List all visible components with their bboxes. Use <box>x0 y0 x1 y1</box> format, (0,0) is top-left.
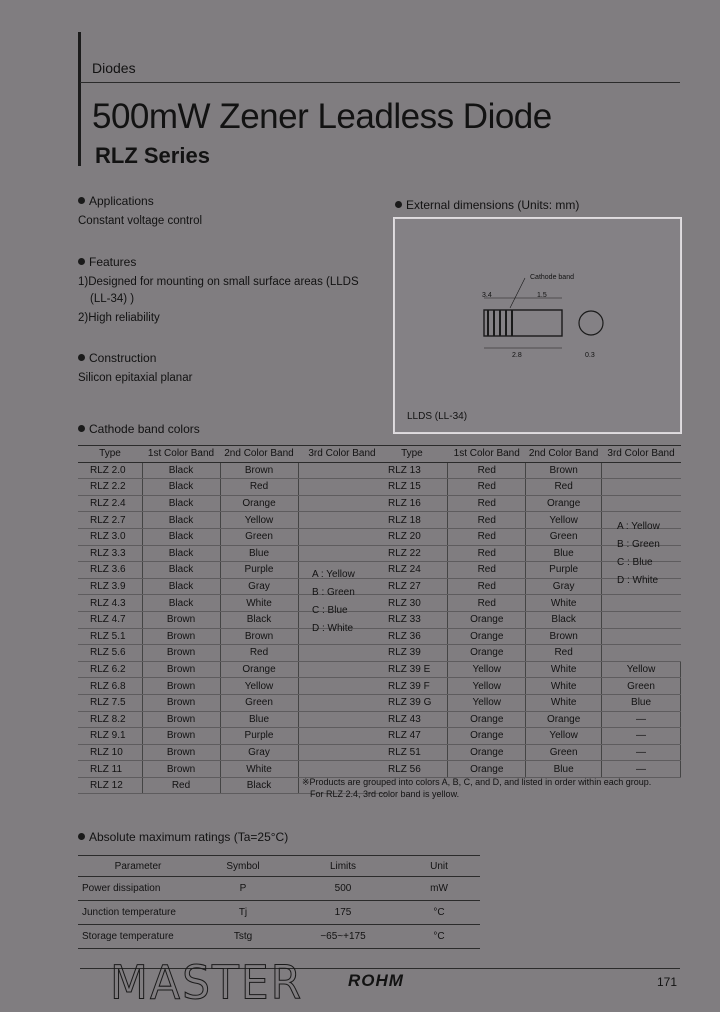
band3-cell <box>298 661 386 678</box>
dim-label-diameter: 1.5 <box>537 292 547 299</box>
limits-cell: 175 <box>288 901 398 925</box>
legend-d: D : White <box>617 575 659 586</box>
band3-cell <box>298 761 386 778</box>
band1-cell: Red <box>448 479 526 496</box>
legend-a: A : Yellow <box>312 569 355 580</box>
legend-c: C : Blue <box>312 605 348 616</box>
band2-cell: Black <box>526 611 602 628</box>
applications-text: Constant voltage control <box>78 215 203 227</box>
band1-cell: Red <box>448 462 526 479</box>
band2-cell: Yellow <box>220 678 298 695</box>
table-row <box>376 611 681 628</box>
table-note-1: ※Products are grouped into colors A, B, C, and D, and listed in order within each group. <box>302 777 652 787</box>
band2-cell: Green <box>220 528 298 545</box>
band2-cell: Purple <box>220 728 298 745</box>
band2-cell: Orange <box>526 495 602 512</box>
band3-cell: Green <box>602 678 681 695</box>
dim-label-body: 2.8 <box>512 352 522 359</box>
table-row <box>78 761 386 778</box>
limits-cell: −65~+175 <box>288 925 398 949</box>
band3-cell <box>298 479 386 496</box>
band3-cell: Blue <box>602 694 681 711</box>
category-label: Diodes <box>92 60 136 76</box>
band1-cell: Orange <box>448 628 526 645</box>
symbol-cell: P <box>198 877 288 901</box>
band3-cell <box>298 711 386 728</box>
ratings-heading: Absolute maximum ratings (Ta=25°C) <box>78 830 288 844</box>
right-legend <box>617 518 660 590</box>
band1-cell: Black <box>142 462 220 479</box>
band1-cell: Brown <box>142 728 220 745</box>
table-row <box>78 512 386 529</box>
parameter-cell: Storage temperature <box>78 925 198 949</box>
type-cell: RLZ 6.8 <box>78 678 142 695</box>
construction-text: Silicon epitaxial planar <box>78 372 193 384</box>
band1-cell: Yellow <box>448 694 526 711</box>
band1-cell: Red <box>448 562 526 579</box>
band3-cell <box>602 479 681 496</box>
band1-cell: Black <box>142 512 220 529</box>
band1-cell: Red <box>448 528 526 545</box>
band2-cell: Orange <box>526 711 602 728</box>
band1-cell: Orange <box>448 744 526 761</box>
band3-cell <box>602 645 681 662</box>
band2-cell: Brown <box>526 628 602 645</box>
table-row <box>78 901 480 925</box>
type-cell: RLZ 4.7 <box>78 611 142 628</box>
type-cell: RLZ 24 <box>376 562 448 579</box>
band3-cell <box>298 495 386 512</box>
band3-cell <box>298 545 386 562</box>
type-cell: RLZ 20 <box>376 528 448 545</box>
band1-cell: Brown <box>142 678 220 695</box>
col-type-header: Type <box>376 446 448 463</box>
band1-cell: Red <box>142 777 220 794</box>
band2-cell: Red <box>526 645 602 662</box>
band3-cell: — <box>602 744 681 761</box>
cathode-band-table-right <box>376 445 681 778</box>
type-cell: RLZ 30 <box>376 595 448 612</box>
type-cell: RLZ 12 <box>78 777 142 794</box>
col-band3-header: 3rd Color Band <box>298 446 386 463</box>
band2-cell: Blue <box>526 545 602 562</box>
band2-cell: Gray <box>220 744 298 761</box>
bullet-icon <box>78 425 85 432</box>
type-cell: RLZ 22 <box>376 545 448 562</box>
band1-cell: Red <box>448 545 526 562</box>
type-cell: RLZ 56 <box>376 761 448 778</box>
band3-cell <box>602 495 681 512</box>
unit-cell: °C <box>398 901 480 925</box>
table-row <box>78 661 386 678</box>
series-title: RLZ Series <box>95 143 210 168</box>
band1-cell: Black <box>142 595 220 612</box>
band3-cell: — <box>602 728 681 745</box>
rohm-logo: ROHM <box>348 971 404 990</box>
type-cell: RLZ 3.9 <box>78 578 142 595</box>
type-cell: RLZ 6.2 <box>78 661 142 678</box>
band2-cell: Orange <box>220 495 298 512</box>
col-unit-header: Unit <box>398 856 480 877</box>
type-cell: RLZ 3.0 <box>78 528 142 545</box>
legend-b: B : Green <box>312 587 355 598</box>
type-cell: RLZ 15 <box>376 479 448 496</box>
master-stamp: MASTER <box>110 956 304 1011</box>
band2-cell: Brown <box>220 462 298 479</box>
band2-cell: Gray <box>526 578 602 595</box>
band1-cell: Orange <box>448 611 526 628</box>
symbol-cell: Tj <box>198 901 288 925</box>
type-cell: RLZ 33 <box>376 611 448 628</box>
table-row <box>78 744 386 761</box>
unit-cell: mW <box>398 877 480 901</box>
table-row <box>376 694 681 711</box>
dimensions-heading: External dimensions (Units: mm) <box>395 198 579 212</box>
package-label: LLDS (LL-34) <box>407 411 468 422</box>
table-row <box>376 628 681 645</box>
type-cell: RLZ 9.1 <box>78 728 142 745</box>
table-row <box>376 495 681 512</box>
band2-cell: Red <box>526 479 602 496</box>
type-cell: RLZ 10 <box>78 744 142 761</box>
band1-cell: Orange <box>448 761 526 778</box>
band2-cell: Green <box>220 694 298 711</box>
table-row <box>376 479 681 496</box>
type-cell: RLZ 7.5 <box>78 694 142 711</box>
table-row <box>78 495 386 512</box>
table-row <box>78 694 386 711</box>
table-row <box>376 711 681 728</box>
construction-heading: Construction <box>78 351 156 365</box>
band2-cell: White <box>526 661 602 678</box>
band2-cell: Gray <box>220 578 298 595</box>
left-legend <box>312 566 355 638</box>
parameter-cell: Junction temperature <box>78 901 198 925</box>
band1-cell: Red <box>448 595 526 612</box>
bullet-icon <box>78 197 85 204</box>
type-cell: RLZ 51 <box>376 744 448 761</box>
band2-cell: White <box>526 595 602 612</box>
band3-cell <box>602 462 681 479</box>
table-row <box>78 925 480 949</box>
band1-cell: Brown <box>142 711 220 728</box>
band2-cell: Green <box>526 744 602 761</box>
band2-cell: White <box>220 595 298 612</box>
table-row <box>376 595 681 612</box>
bullet-icon <box>395 201 402 208</box>
band1-cell: Brown <box>142 761 220 778</box>
applications-heading: Applications <box>78 194 154 208</box>
type-cell: RLZ 2.4 <box>78 495 142 512</box>
band2-cell: Green <box>526 528 602 545</box>
legend-d: D : White <box>312 623 354 634</box>
band3-cell <box>298 694 386 711</box>
table-note-2: For RLZ 2.4, 3rd color band is yellow. <box>310 789 460 799</box>
bullet-icon <box>78 258 85 265</box>
band3-cell <box>298 645 386 662</box>
type-cell: RLZ 5.6 <box>78 645 142 662</box>
band1-cell: Red <box>448 578 526 595</box>
band2-cell: Yellow <box>526 512 602 529</box>
table-row <box>376 661 681 678</box>
table-row <box>78 545 386 562</box>
band1-cell: Yellow <box>448 678 526 695</box>
ratings-table <box>78 855 480 949</box>
band2-cell: Purple <box>220 562 298 579</box>
band3-cell <box>298 678 386 695</box>
type-cell: RLZ 39 <box>376 645 448 662</box>
type-cell: RLZ 36 <box>376 628 448 645</box>
band1-cell: Brown <box>142 694 220 711</box>
band2-cell: White <box>220 761 298 778</box>
band1-cell: Red <box>448 512 526 529</box>
band3-cell: Yellow <box>602 661 681 678</box>
type-cell: RLZ 27 <box>376 578 448 595</box>
band1-cell: Brown <box>142 744 220 761</box>
features-item-2: 2)High reliability <box>78 312 160 324</box>
col-band2-header: 2nd Color Band <box>526 446 602 463</box>
table-row <box>78 728 386 745</box>
table-row <box>78 678 386 695</box>
table-row <box>376 761 681 778</box>
type-cell: RLZ 13 <box>376 462 448 479</box>
table-row <box>78 462 386 479</box>
dim-label-length: 3.4 <box>482 292 492 299</box>
type-cell: RLZ 4.3 <box>78 595 142 612</box>
band3-cell <box>298 744 386 761</box>
table-row <box>376 728 681 745</box>
type-cell: RLZ 3.6 <box>78 562 142 579</box>
page-title: 500mW Zener Leadless Diode <box>92 97 552 136</box>
parameter-cell: Power dissipation <box>78 877 198 901</box>
table-row <box>376 645 681 662</box>
col-band2-header: 2nd Color Band <box>220 446 298 463</box>
band2-cell: Blue <box>526 761 602 778</box>
table-row <box>376 744 681 761</box>
header-bar <box>78 32 81 166</box>
band1-cell: Orange <box>448 711 526 728</box>
table-row <box>78 877 480 901</box>
legend-b: B : Green <box>617 539 660 550</box>
cathode-band-heading: Cathode band colors <box>78 422 200 436</box>
band1-cell: Black <box>142 479 220 496</box>
type-cell: RLZ 39 F <box>376 678 448 695</box>
band2-cell: Purple <box>526 562 602 579</box>
band1-cell: Black <box>142 562 220 579</box>
header-rule <box>80 82 680 83</box>
type-cell: RLZ 2.0 <box>78 462 142 479</box>
limits-cell: 500 <box>288 877 398 901</box>
band3-cell <box>298 462 386 479</box>
band2-cell: Brown <box>220 628 298 645</box>
features-item-1: 1)Designed for mounting on small surface areas (LLDS <box>78 276 359 288</box>
type-cell: RLZ 2.7 <box>78 512 142 529</box>
band1-cell: Orange <box>448 645 526 662</box>
band1-cell: Black <box>142 495 220 512</box>
table-row <box>376 462 681 479</box>
col-band1-header: 1st Color Band <box>448 446 526 463</box>
dim-label-end: 0.3 <box>585 352 595 359</box>
band3-cell <box>602 628 681 645</box>
bullet-icon <box>78 354 85 361</box>
legend-c: C : Blue <box>617 557 653 568</box>
table-row <box>78 479 386 496</box>
table-header-row <box>376 446 681 463</box>
type-cell: RLZ 3.3 <box>78 545 142 562</box>
band1-cell: Black <box>142 528 220 545</box>
table-row <box>376 678 681 695</box>
band2-cell: Blue <box>220 711 298 728</box>
band2-cell: Red <box>220 645 298 662</box>
type-cell: RLZ 5.1 <box>78 628 142 645</box>
col-symbol-header: Symbol <box>198 856 288 877</box>
band1-cell: Brown <box>142 611 220 628</box>
band3-cell <box>602 611 681 628</box>
type-cell: RLZ 18 <box>376 512 448 529</box>
table-header-row <box>78 856 480 877</box>
band1-cell: Orange <box>448 728 526 745</box>
table-row <box>78 645 386 662</box>
col-band1-header: 1st Color Band <box>142 446 220 463</box>
table-row <box>78 711 386 728</box>
band1-cell: Red <box>448 495 526 512</box>
type-cell: RLZ 16 <box>376 495 448 512</box>
band2-cell: Red <box>220 479 298 496</box>
col-band3-header: 3rd Color Band <box>602 446 681 463</box>
band3-cell <box>298 728 386 745</box>
col-limits-header: Limits <box>288 856 398 877</box>
band3-cell: — <box>602 761 681 778</box>
type-cell: RLZ 39 E <box>376 661 448 678</box>
band2-cell: Black <box>220 611 298 628</box>
table-header-row <box>78 446 386 463</box>
band3-cell <box>602 595 681 612</box>
band1-cell: Black <box>142 578 220 595</box>
band3-cell <box>298 528 386 545</box>
diode-outline-drawing <box>470 270 620 380</box>
band2-cell: White <box>526 678 602 695</box>
features-heading: Features <box>78 255 136 269</box>
type-cell: RLZ 39 G <box>376 694 448 711</box>
type-cell: RLZ 47 <box>376 728 448 745</box>
band2-cell: Brown <box>526 462 602 479</box>
band2-cell: Blue <box>220 545 298 562</box>
band1-cell: Brown <box>142 645 220 662</box>
band2-cell: Orange <box>220 661 298 678</box>
band1-cell: Black <box>142 545 220 562</box>
band3-cell <box>298 512 386 529</box>
features-item-1-cont: (LL-34) ) <box>90 293 135 305</box>
bullet-icon <box>78 833 85 840</box>
col-type-header: Type <box>78 446 142 463</box>
symbol-cell: Tstg <box>198 925 288 949</box>
type-cell: RLZ 8.2 <box>78 711 142 728</box>
page-number: 171 <box>657 975 678 989</box>
type-cell: RLZ 11 <box>78 761 142 778</box>
type-cell: RLZ 43 <box>376 711 448 728</box>
unit-cell: °C <box>398 925 480 949</box>
band1-cell: Yellow <box>448 661 526 678</box>
band3-cell: — <box>602 711 681 728</box>
band2-cell: White <box>526 694 602 711</box>
table-row <box>78 528 386 545</box>
band1-cell: Brown <box>142 661 220 678</box>
legend-a: A : Yellow <box>617 521 660 532</box>
band2-cell: Yellow <box>526 728 602 745</box>
band2-cell: Yellow <box>220 512 298 529</box>
type-cell: RLZ 2.2 <box>78 479 142 496</box>
dim-label-cathode: Cathode band <box>530 274 574 281</box>
band2-cell: Black <box>220 777 298 794</box>
band1-cell: Brown <box>142 628 220 645</box>
col-parameter-header: Parameter <box>78 856 198 877</box>
